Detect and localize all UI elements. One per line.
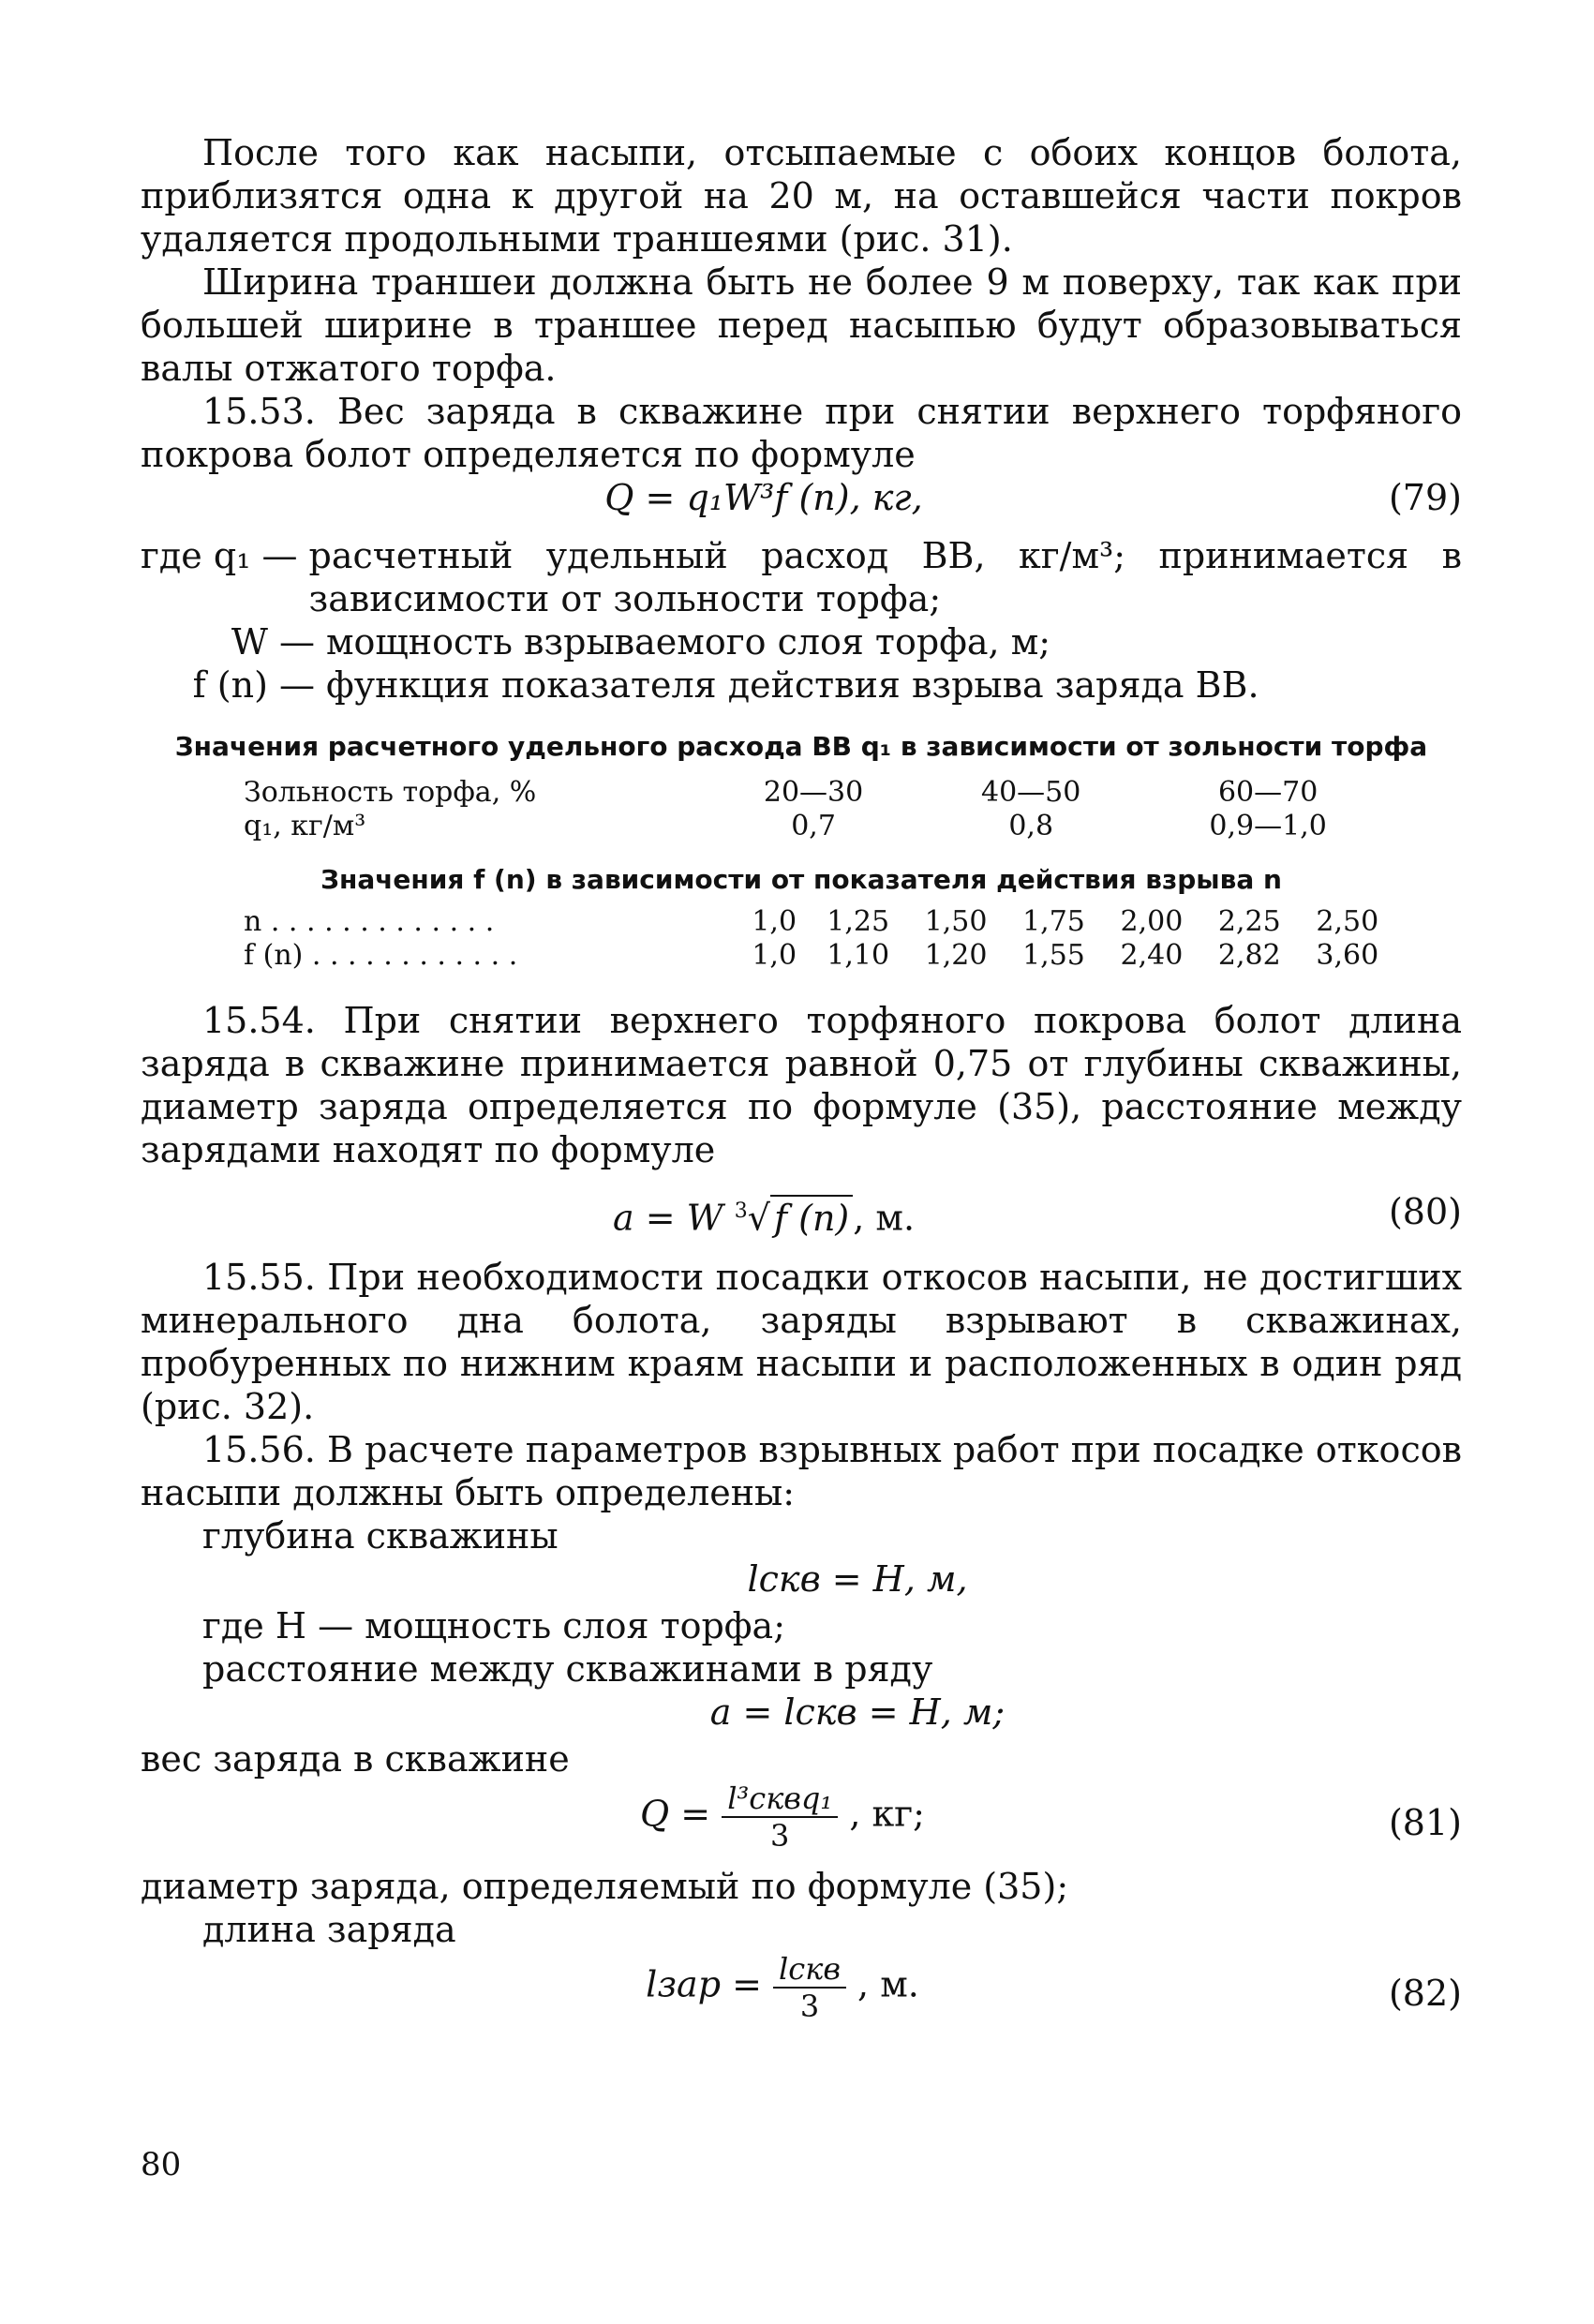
definitions-list [141,534,1462,707]
table-cell: n . . . . . . . . . . . . . [244,905,495,938]
table-cell: 1,25 [827,905,890,938]
table-cell: 60—70 [1217,776,1318,809]
formula-82-numerator: lскв [773,1951,846,1989]
page-number: 80 [141,2146,182,2183]
formula-79 [141,476,1462,529]
formula-82-number: (82) [1388,1973,1462,2014]
definition-symbol: где q₁ — [141,535,298,576]
formula-81-number: (81) [1388,1802,1462,1843]
label-weight: вес заряда в скважине [141,1738,570,1780]
definition-q1 [141,534,1462,620]
formula-spacing [141,1691,1462,1737]
definition-text: мощность взрываемого слоя торфа, м; [326,621,1051,663]
table-row [244,905,1396,939]
paragraph-15-56: 15.56. В расчете параметров взрывных работ при посадке откосов насыпи должны быть определены: [141,1429,1462,1513]
formula-81-rhs: , кг; [849,1793,925,1835]
definition-w [141,620,1462,663]
formula-depth [141,1557,1462,1604]
radical-sign: √ [747,1197,770,1239]
table-row [244,810,1396,843]
formula-82-rhs: , м. [857,1963,919,2005]
formula-80 [141,1181,1462,1248]
table-1-caption: Значения расчетного удельного расхода ВВ q₁ в зависимости от зольности торфа [174,731,1428,762]
table-cell: 2,50 [1316,905,1379,938]
table-cell: 2,25 [1217,905,1281,938]
paragraph-embankments: После того как насыпи, отсыпаемые с обоих концов болота, приблизятся одна к другой на 20 м, на оставшейся части покров удаляется продольными траншеями (рис. 31). [141,132,1462,260]
paragraph-trench-width: Ширина траншеи должна быть не более 9 м поверху, так как при большей ширине в траншее перед насыпью будут образовываться валы отжатого торфа. [141,261,1462,389]
table-cell: 3,60 [1316,939,1379,972]
formula-80-radicand: f (n) [770,1195,853,1240]
formula-spacing-expression: a = lскв = H, м; [709,1691,1006,1733]
line-diameter: диаметр заряда, определяемый по формуле (35); [141,1866,1069,1907]
formula-80-number: (80) [1388,1191,1462,1232]
table-2-caption: Значения f (n) в зависимости от показателя действия взрыва n [320,864,1282,895]
formula-81-numerator: l³сквq₁ [722,1780,838,1818]
formula-80-root-index: 3 [734,1199,748,1223]
definition-text: функция показателя действия взрыва заряда ВВ. [326,664,1259,706]
table-cell: f (n) . . . . . . . . . . . . [244,939,518,972]
formula-82-denominator: 3 [799,1989,820,2024]
table-cell: 2,00 [1120,905,1184,938]
table-cell: 1,10 [827,939,890,972]
text-column [141,131,1462,2032]
table-cell: 1,55 [1022,939,1085,972]
line-where-h: где H — мощность слоя торфа; [202,1605,785,1646]
table-fn-values [244,905,1396,973]
table-cell: 0,9—1,0 [1209,810,1327,842]
formula-79-number: (79) [1388,477,1462,518]
paragraph-15-53: 15.53. Вес заряда в скважине при снятии верхнего торфяного покрова болот определяется по формуле [141,391,1462,475]
formula-81-fraction [722,1780,838,1854]
table-cell: 20—30 [763,776,864,809]
formula-80-rhs: , м. [853,1197,916,1239]
table-cell: 1,0 [752,905,797,938]
label-length: длина заряда [202,1909,456,1950]
definition-symbol: f (n) — [192,664,315,706]
formula-82 [141,1951,1462,2032]
formula-depth-expression: lскв = H, м, [747,1558,968,1600]
table-row [244,776,1396,810]
label-spacing: расстояние между скважинами в ряду [202,1648,933,1690]
table-cell: Зольность торфа, % [244,776,537,809]
table-ash-content [244,776,1396,843]
formula-82-lhs: lзар = [646,1963,762,2005]
paragraph-15-55: 15.55. При необходимости посадки откосов насыпи, не достигших минерального дна болота, заряды взрывают в скважинах, пробуренных по нижним краям насыпи и расположенных в один ряд (рис. 32). [141,1257,1462,1427]
definition-text: расчетный удельный расход ВВ, кг/м³; принимается в зависимости от зольности торфа; [308,535,1462,619]
formula-79-expression: Q = q₁W³f (n), кг, [604,477,923,518]
table-cell: 1,20 [924,939,988,972]
formula-81 [141,1780,1462,1861]
definition-fn [141,663,1462,707]
table-cell: 2,40 [1120,939,1184,972]
definition-symbol: W — [231,621,315,663]
label-depth: глубина скважины [202,1515,559,1557]
table-cell: q₁, кг/м³ [244,810,366,842]
table-cell: 0,7 [791,810,836,842]
formula-80-lhs: a = W [612,1197,735,1239]
table-cell: 1,75 [1022,905,1085,938]
table-cell: 2,82 [1217,939,1281,972]
table-cell: 1,0 [752,939,797,972]
table-cell: 0,8 [1008,810,1054,842]
formula-81-lhs: Q = [640,1793,711,1835]
formula-82-fraction [773,1951,846,2024]
table-cell: 1,50 [924,905,988,938]
paragraph-15-54: 15.54. При снятии верхнего торфяного покрова болот длина заряда в скважине принимается равной 0,75 от глубины скважины, диаметр заряда определяется по формуле (35), расстояние между зарядами находят по формуле [141,1000,1462,1170]
formula-81-denominator: 3 [770,1818,790,1854]
table-cell: 40—50 [981,776,1081,809]
table-row [244,939,1396,973]
